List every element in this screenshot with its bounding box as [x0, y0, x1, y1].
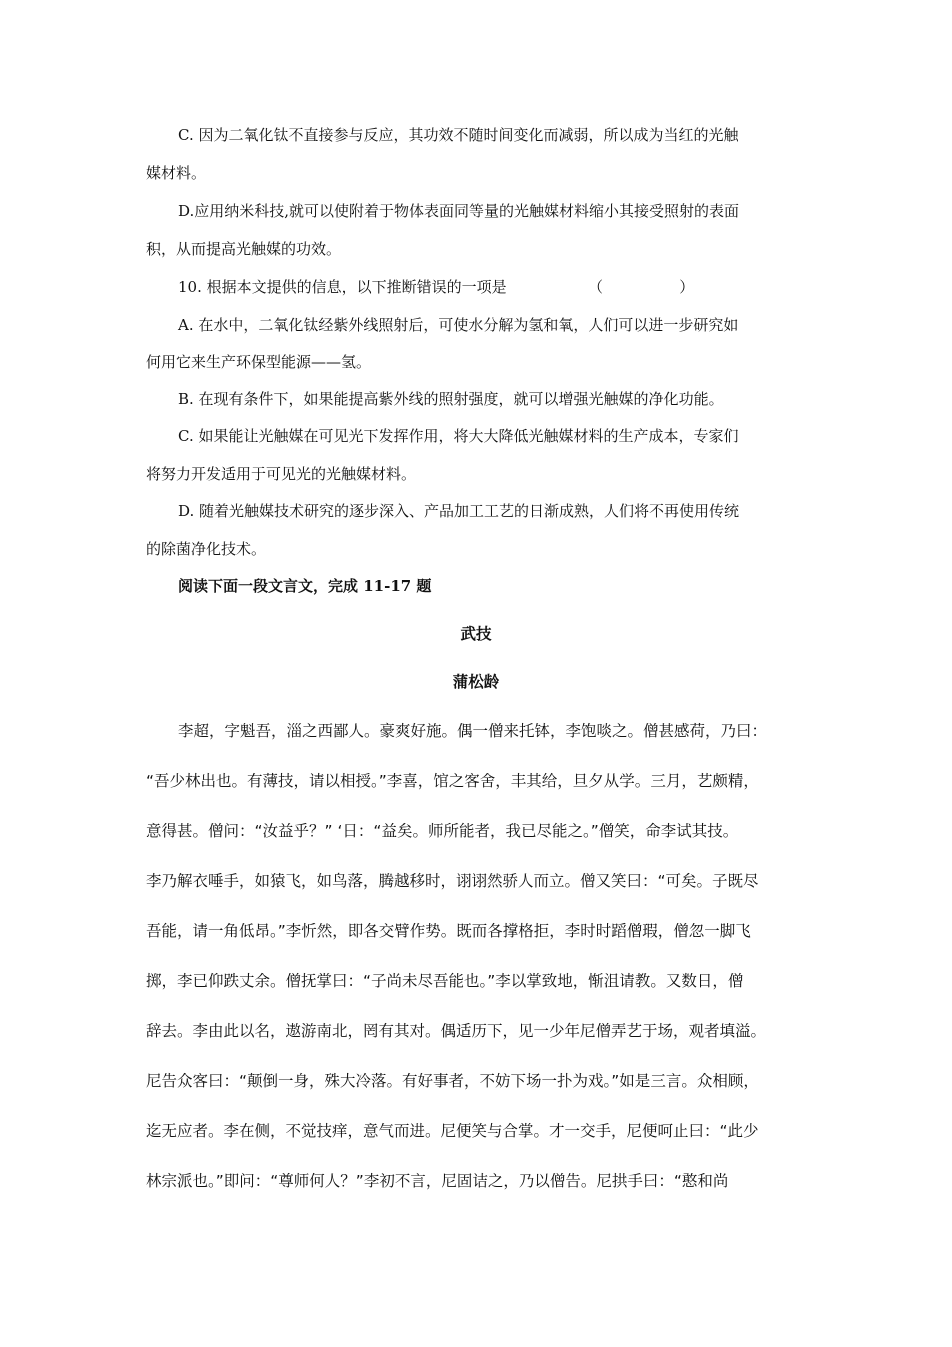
q10-option-d-line-1: D. 随着光触媒技术研究的逐步深入、产品加工工艺的日渐成熟，人们将不再使用传统	[178, 502, 740, 520]
passage-line-8: 尼告众客曰：“颠倒一身，殊大冷落。有好事者，不妨下场一扑为戏。”如是三言。众相顾，	[146, 1072, 759, 1090]
section-instruction: 阅读下面一段文言文，完成 11-17 题	[178, 577, 432, 595]
answer-parentheses: （ ）	[588, 278, 695, 296]
q10-option-d-line-2: 的除菌净化技术。	[146, 540, 267, 558]
q10-option-a-line-1: A. 在水中，二氧化钛经紫外线照射后，可使水分解为氢和氧，人们可以进一步研究如	[178, 316, 739, 334]
passage-line-5: 吾能，请一角低昂。”李忻然，即各交臂作势。既而各撑格拒，李时时蹈僧瑕，僧忽一脚飞	[146, 922, 751, 940]
q10-option-c-line-2: 将努力开发适用于可见光的光触媒材料。	[146, 465, 417, 483]
passage-line-7: 辞去。李由此以名，遨游南北，罔有其对。偶适历下，见一少年尼僧弄艺于场，观者填溢。	[146, 1022, 767, 1040]
option-c-line-2: 媒材料。	[146, 164, 207, 182]
passage-line-9: 迄无应者。李在侧，不觉技痒，意气而进。尼便笑与合掌。才一交手，尼便呵止曰：“此少	[146, 1122, 759, 1140]
passage-line-6: 掷，李已仰跌丈余。僧抚掌曰：“子尚未尽吾能也。”李以掌致地，惭沮请教。又数日，僧	[146, 972, 744, 990]
option-d-line-1: D.应用纳米科技,就可以使附着于物体表面同等量的光触媒材料缩小其接受照射的表面	[178, 202, 740, 220]
q10-option-a-line-2: 何用它来生产环保型能源——氢。	[146, 353, 372, 371]
passage-author: 蒲松龄	[452, 673, 500, 691]
passage-title: 武技	[460, 625, 492, 643]
passage-line-4: 李乃解衣唾手，如猿飞，如鸟落，腾越移时，诩诩然骄人而立。僧又笑曰：“可矣。子既尽	[146, 872, 759, 890]
option-d-line-2: 积，从而提高光触媒的功效。	[146, 240, 342, 258]
question-10-stem: 10. 根据本文提供的信息，以下推断错误的一项是	[178, 278, 507, 296]
q10-option-b-line-1: B. 在现有条件下，如果能提高紫外线的照射强度，就可以增强光触媒的净化功能。	[178, 390, 724, 408]
passage-line-2: “吾少林出也。有薄技，请以相授。”李喜，馆之客舍，丰其给，旦夕从学。三月，艺颇精，	[146, 772, 759, 790]
passage-line-1: 李超，字魁吾，淄之西鄙人。豪爽好施。偶一僧来托钵，李饱啖之。僧甚感荷，乃曰：	[178, 722, 768, 740]
option-c-line-1: C. 因为二氧化钛不直接参与反应，其功效不随时间变化而减弱，所以成为当红的光触	[178, 126, 739, 144]
passage-line-3: 意得甚。僧问：“汝益乎？” ‘日：“益矣。师所能者，我已尽能之。”僧笑，命李试其技。	[146, 822, 739, 840]
q10-option-c-line-1: C. 如果能让光触媒在可见光下发挥作用，将大大降低光触媒材料的生产成本，专家们	[178, 427, 739, 445]
passage-line-10: 林宗派也。”即问：“尊师何人？”李初不言，尼固诘之，乃以僧告。尼拱手曰：“憨和尚	[146, 1172, 729, 1190]
